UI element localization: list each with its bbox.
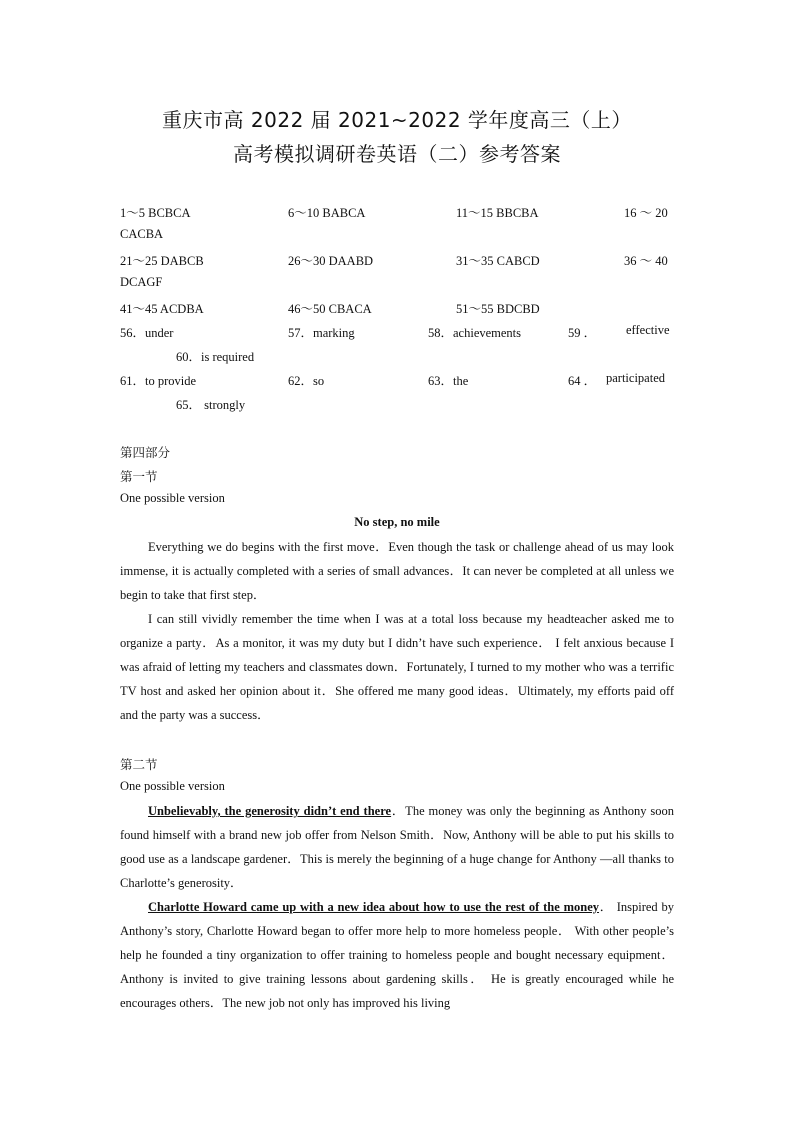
answer-cell: 41～45 ACDBA bbox=[120, 302, 204, 316]
paragraph-text: ． Inspired by Anthony’s story, Charlotte Howard began to offer more help to more homeless people． With other people’s help he founded a tiny organization to offer training to homeless people and bought necessary equipment．Anthony is invited to give training lessons about gardening skills． He is greatly encouraged while he encourages others．The new job not only has improved his living bbox=[120, 900, 674, 1010]
subsection-heading: 第一节 bbox=[120, 470, 158, 484]
answer-cell: 46～50 CBACA bbox=[288, 302, 372, 316]
subsection-heading: 第二节 bbox=[120, 758, 158, 772]
underlined-lead-sentence: Charlotte Howard came up with a new idea about how to use the rest of the money bbox=[148, 900, 600, 914]
answer-cell: 64 ． bbox=[568, 374, 597, 388]
paragraph-text: ．The money was only the beginning as Anthony soon found himself with a brand new job offer from Nelson Smith．Now, Anthony will be able to put his skills to good use as a landscape gardener．This is merely the beginning of a huge change for Anthony —all thanks to Charlotte’s generosity． bbox=[120, 804, 674, 890]
answer-cell: 6～10 BABCA bbox=[288, 206, 366, 220]
answer-cell: 58．achievements bbox=[428, 326, 522, 340]
answer-cell: 59 ． bbox=[568, 326, 597, 340]
page-title-line1: 重庆市高 2022 届 2021~2022 学年度高三（上） bbox=[162, 108, 632, 132]
essay-paragraph-1: Everything we do begins with the first move．Even though the task or challenge ahead of us may look immense, it is actually completed with a series of small advances．It can never be completed at all unless we begin to take that first step． bbox=[120, 540, 674, 602]
continuation-paragraph-1 bbox=[120, 799, 674, 895]
answer-cell: 65． strongly bbox=[176, 398, 246, 412]
answer-cell: 16 ～ 20 bbox=[624, 206, 668, 220]
answer-cell: participated bbox=[606, 371, 665, 385]
answer-cell: 61．to provide bbox=[120, 374, 197, 388]
essay-paragraph-2: I can still vividly remember the time when I was at a total loss because my headteacher asked me to organize a party．As a monitor, it was my duty but I didn’t have such experience． I felt anxious because I was afraid of letting my teachers and classmates down．Fortunately, I turned to my mother who was a terrific TV host and asked her opinion about it．She offered me many good ideas．Ultimately, my efforts paid off and the party was a success． bbox=[120, 612, 674, 722]
underlined-lead-sentence: Unbelievably, the generosity didn’t end there bbox=[148, 804, 392, 818]
answer-cell: CACBA bbox=[120, 227, 164, 241]
essay-title: No step, no mile bbox=[354, 515, 440, 529]
possible-version-label: One possible version bbox=[120, 779, 225, 793]
answer-cell: 63．the bbox=[428, 374, 469, 388]
section-heading: 第四部分 bbox=[120, 446, 171, 460]
answer-cell: 26～30 DAABD bbox=[288, 254, 374, 268]
answer-cell: effective bbox=[626, 323, 670, 337]
answer-cell: 56．under bbox=[120, 326, 174, 340]
possible-version-label: One possible version bbox=[120, 491, 225, 505]
answer-cell: 21～25 DABCB bbox=[120, 254, 204, 268]
answer-cell: 51～55 BDCBD bbox=[456, 302, 540, 316]
answer-cell: 60．is required bbox=[176, 350, 255, 364]
answer-cell: DCAGF bbox=[120, 275, 163, 289]
answer-cell: 31～35 CABCD bbox=[456, 254, 540, 268]
answer-cell: 1～5 BCBCA bbox=[120, 206, 191, 220]
page-title-line2: 高考模拟调研卷英语（二）参考答案 bbox=[233, 142, 561, 166]
answer-cell: 11～15 BBCBA bbox=[456, 206, 539, 220]
answer-cell: 57．marking bbox=[288, 326, 355, 340]
answer-cell: 36 ～ 40 bbox=[624, 254, 668, 268]
answer-cell: 62．so bbox=[288, 374, 325, 388]
continuation-paragraph-2 bbox=[120, 895, 674, 1015]
